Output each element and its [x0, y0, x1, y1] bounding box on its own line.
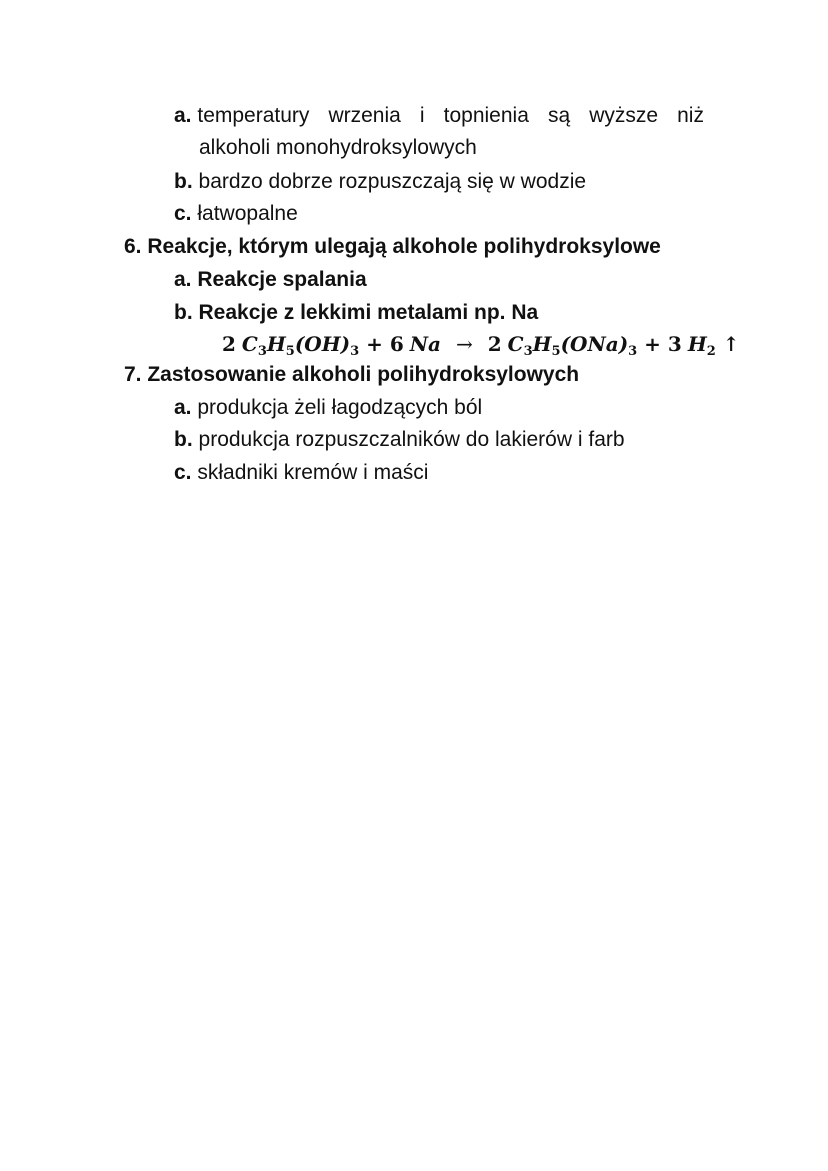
word: niż [677, 104, 704, 127]
eq-alkoxide-group: (ONa) [560, 332, 629, 356]
eq-carbon: C [241, 332, 258, 356]
eq-plus: + [644, 332, 661, 356]
list-marker: b. [174, 428, 193, 451]
list-marker: a. [174, 396, 192, 419]
eq-hydrogen: H [532, 332, 552, 356]
list-item-7b [174, 427, 625, 453]
eq-hydrogen: H [687, 332, 707, 356]
list-item-text: składniki kremów i maści [197, 461, 429, 484]
section-6-heading: 6. Reakcje, którym ulegają alkohole polihydroksylowe [124, 235, 661, 258]
list-marker: b. [174, 301, 193, 324]
word: temperatury [197, 104, 310, 127]
list-item-7c [174, 460, 428, 486]
eq-subscript: 5 [285, 344, 295, 359]
word: wrzenia [328, 104, 401, 127]
eq-hydrogen: H [266, 332, 286, 356]
eq-coefficient: 2 [487, 332, 502, 356]
chemical-equation [222, 330, 740, 358]
section-7-heading: 7. Zastosowanie alkoholi polihydroksylowych [124, 363, 580, 386]
list-item-5b [174, 169, 586, 195]
eq-gas-arrow: ↑ [722, 332, 740, 356]
eq-subscript: 3 [523, 344, 533, 359]
list-item-5a-continuation: alkoholi monohydroksylowych [199, 136, 477, 159]
list-item-5c [174, 201, 298, 227]
eq-subscript: 3 [628, 344, 638, 359]
list-marker: c. [174, 461, 192, 484]
list-item-text: łatwopalne [197, 202, 298, 225]
list-item-7a [174, 395, 482, 421]
word: i [419, 104, 425, 127]
list-item-6a [174, 267, 367, 293]
eq-sodium: Na [409, 332, 442, 356]
list-item-text: produkcja żeli łagodzących ból [197, 396, 483, 419]
list-item-text: produkcja rozpuszczalników do lakierów i farb [198, 428, 625, 451]
eq-coefficient: 3 [667, 332, 682, 356]
eq-subscript: 2 [706, 344, 716, 359]
eq-subscript: 5 [551, 344, 561, 359]
list-marker: b. [174, 170, 193, 193]
eq-carbon: C [507, 332, 524, 356]
list-item-5a [174, 103, 704, 129]
word: topnienia [443, 104, 529, 127]
word: wyższe [589, 104, 659, 127]
eq-coefficient: 6 [389, 332, 404, 356]
eq-plus: + [366, 332, 383, 356]
list-marker: a. [174, 104, 192, 127]
eq-subscript: 3 [350, 344, 360, 359]
eq-reaction-arrow: → [455, 332, 473, 356]
list-item-text: Reakcje z lekkimi metalami np. Na [198, 301, 539, 324]
word: są [547, 104, 571, 127]
list-item-text: Reakcje spalania [197, 268, 367, 291]
list-item-text: bardzo dobrze rozpuszczają się w wodzie [198, 170, 587, 193]
eq-coefficient: 2 [222, 332, 236, 356]
eq-hydroxyl-group: (OH) [294, 332, 351, 356]
list-marker: a. [174, 268, 192, 291]
list-marker: c. [174, 202, 192, 225]
eq-subscript: 3 [257, 344, 267, 359]
list-item-6b [174, 300, 538, 326]
